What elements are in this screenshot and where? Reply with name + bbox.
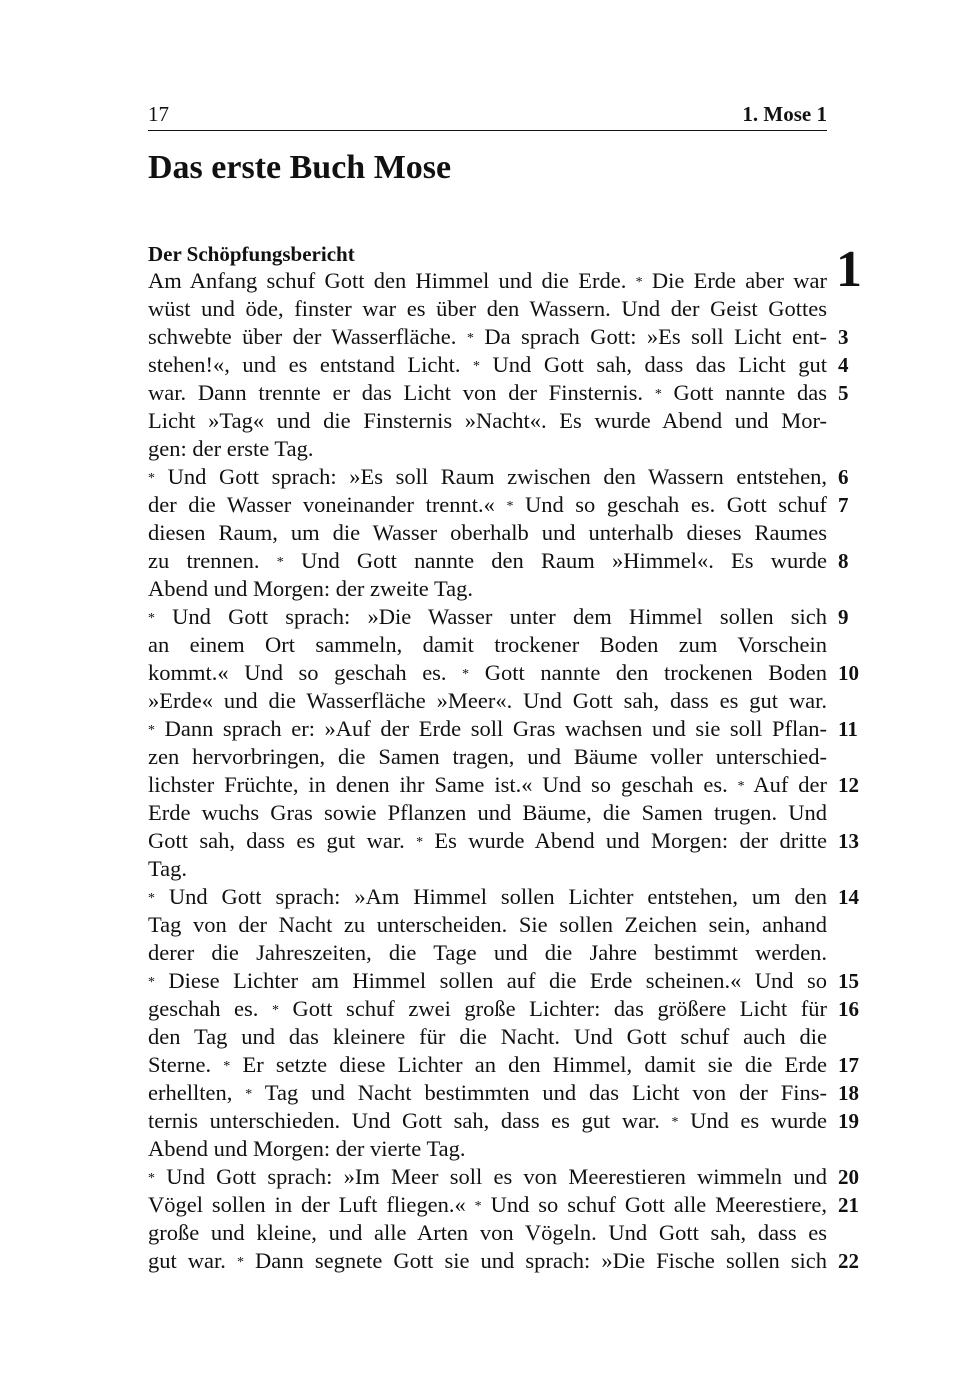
- text-line: den Tag und das kleinere für die Nacht. Und Gott schuf auch die: [148, 1024, 827, 1049]
- verse-separator-mark: *: [276, 555, 284, 570]
- verse-number: [838, 407, 878, 435]
- verse-number: 20: [838, 1165, 859, 1189]
- text-line: erhellten, * Tag und Nacht bestimmten und das Licht von der Fins-: [148, 1080, 827, 1105]
- text-line: zen hervorbringen, die Samen tragen, und Bäume voller unterschied-: [148, 744, 827, 769]
- text-line: ternis unterschieden. Und Gott sah, dass es gut war. * Und es wurde: [148, 1108, 827, 1133]
- verse-number: 10: [838, 661, 859, 685]
- text-line: Tag.: [148, 856, 188, 881]
- verse-number: [838, 631, 878, 659]
- text-line: * Und Gott sprach: »Am Himmel sollen Lichter entstehen, um den: [148, 884, 827, 909]
- text-line: Am Anfang schuf Gott den Himmel und die Erde. * Die Erde aber war: [148, 268, 827, 293]
- verse-number: [838, 799, 878, 827]
- text-line: stehen!«, und es entstand Licht. * Und Gott sah, dass das Licht gut: [148, 352, 828, 377]
- verse-separator-mark: *: [466, 331, 474, 346]
- text-line: Tag von der Nacht zu unterscheiden. Sie sollen Zeichen sein, anhand: [148, 912, 827, 937]
- verse-number: 5: [838, 381, 849, 405]
- verse-number: 17: [838, 1053, 859, 1077]
- text-line: kommt.« Und so geschah es. * Gott nannte den trockenen Boden: [148, 660, 827, 685]
- page-number: 17: [148, 102, 169, 126]
- verse-number: 19: [838, 1109, 859, 1133]
- text-line: gut war. * Dann segnete Gott sie und sprach: »Die Fische sollen sich: [148, 1248, 828, 1273]
- text-line: gen: der erste Tag.: [148, 436, 314, 461]
- verse-separator-mark: *: [671, 1115, 679, 1130]
- text-line: »Erde« und die Wasserfläche »Meer«. Und Gott sah, dass es gut war.: [148, 688, 827, 713]
- verse-separator-mark: *: [148, 723, 155, 738]
- verse-number: 14: [838, 885, 859, 909]
- chapter-number: 1: [836, 241, 862, 298]
- verse-number: [838, 1135, 878, 1163]
- verse-number: 11: [838, 717, 858, 741]
- verse-number: [838, 267, 878, 295]
- running-reference: 1. Mose 1: [742, 102, 827, 126]
- text-line: zu trennen. * Und Gott nannte den Raum »Himmel«. Es wurde: [148, 548, 827, 573]
- verse-number: 21: [838, 1193, 859, 1217]
- text-line: * Und Gott sprach: »Im Meer soll es von Meerestieren wimmeln und: [148, 1164, 827, 1189]
- verse-number: [838, 295, 878, 323]
- text-line: lichster Früchte, in denen ihr Same ist.« Und so geschah es. * Auf der: [148, 772, 827, 797]
- verse-separator-mark: *: [148, 611, 155, 626]
- verse-separator-mark: *: [506, 499, 514, 514]
- text-line: * Und Gott sprach: »Die Wasser unter dem Himmel sollen sich: [148, 604, 827, 629]
- verse-separator-mark: *: [148, 975, 155, 990]
- text-line: * Diese Lichter am Himmel sollen auf die Erde scheinen.« Und so: [148, 968, 827, 993]
- text-line: schwebte über der Wasserfläche. * Da sprach Gott: »Es soll Licht ent-: [148, 324, 828, 349]
- text-line: diesen Raum, um die Wasser oberhalb und unterhalb dieses Raumes: [148, 520, 827, 545]
- section-heading: Der Schöpfungsbericht: [148, 242, 355, 266]
- text-line: Licht »Tag« und die Finsternis »Nacht«. Es wurde Abend und Mor-: [148, 408, 827, 433]
- verse-separator-mark: *: [148, 891, 155, 906]
- verse-number: 7: [838, 493, 849, 517]
- verse-number: 4: [838, 353, 849, 377]
- text-line: Abend und Morgen: der zweite Tag.: [148, 576, 474, 601]
- book-title: Das erste Buch Mose: [148, 149, 452, 186]
- verse-number: 6: [838, 465, 849, 489]
- verse-separator-mark: *: [473, 359, 481, 374]
- text-line: * Dann sprach er: »Auf der Erde soll Gras wachsen und sie soll Pflan-: [148, 716, 827, 741]
- verse-number: 16: [838, 997, 859, 1021]
- verse-number: 15: [838, 969, 859, 993]
- text-line: derer die Jahreszeiten, die Tage und die Jahre bestimmt werden.: [148, 940, 827, 965]
- verse-number: [838, 743, 878, 771]
- verse-number: 12: [838, 773, 859, 797]
- verse-number: [838, 911, 878, 939]
- text-line: an einem Ort sammeln, damit trockener Boden zum Vorschein: [148, 632, 827, 657]
- verse-number: [838, 1023, 878, 1051]
- text-line: Abend und Morgen: der vierte Tag.: [148, 1136, 466, 1161]
- verse-separator-mark: *: [237, 1255, 244, 1270]
- verse-number: [838, 435, 878, 463]
- verse-number: 13: [838, 829, 859, 853]
- verse-number: 18: [838, 1081, 859, 1105]
- verse-number: 22: [838, 1249, 859, 1273]
- text-line: große und kleine, und alle Arten von Vögeln. Und Gott sah, dass es: [148, 1220, 827, 1245]
- verse-separator-mark: *: [271, 1003, 279, 1018]
- verse-number: [838, 1219, 878, 1247]
- verse-number: [838, 519, 878, 547]
- text-line: Sterne. * Er setzte diese Lichter an den Himmel, damit sie die Erde: [148, 1052, 828, 1077]
- text-line: * Und Gott sprach: »Es soll Raum zwischen den Wassern entstehen,: [148, 464, 827, 489]
- verse-number: [838, 855, 878, 883]
- verse-separator-mark: *: [416, 835, 424, 850]
- verse-separator-mark: *: [474, 1199, 482, 1214]
- text-line: geschah es. * Gott schuf zwei große Lichter: das größere Licht für: [148, 996, 827, 1021]
- text-line: Gott sah, dass es gut war. * Es wurde Abend und Morgen: der dritte: [148, 828, 827, 853]
- text-line: war. Dann trennte er das Licht von der Finsternis. * Gott nannte das: [148, 380, 828, 405]
- verse-number: [838, 939, 878, 967]
- verse-separator-mark: *: [223, 1059, 231, 1074]
- verse-number: 8: [838, 549, 849, 573]
- text-line: Vögel sollen in der Luft fliegen.« * Und so schuf Gott alle Meerestiere,: [148, 1192, 828, 1217]
- verse-separator-mark: *: [462, 667, 470, 682]
- running-header: [148, 100, 827, 131]
- body-text: [148, 267, 827, 1275]
- text-line: wüst und öde, finster war es über den Wassern. Und der Geist Gottes: [148, 296, 827, 321]
- verse-separator-mark: *: [737, 779, 745, 794]
- verse-separator-mark: *: [245, 1087, 253, 1102]
- text-line: der die Wasser voneinander trennt.« * Und so geschah es. Gott schuf: [148, 492, 827, 517]
- verse-number: [838, 687, 878, 715]
- verse-separator-mark: *: [148, 471, 155, 486]
- text-line: Erde wuchs Gras sowie Pflanzen und Bäume, die Samen trugen. Und: [148, 800, 827, 825]
- verse-number-column: [838, 267, 878, 1275]
- verse-number: 3: [838, 325, 849, 349]
- verse-number: 9: [838, 605, 849, 629]
- verse-separator-mark: *: [654, 387, 662, 402]
- verse-separator-mark: *: [148, 1171, 155, 1186]
- verse-separator-mark: *: [635, 275, 643, 290]
- verse-number: [838, 575, 878, 603]
